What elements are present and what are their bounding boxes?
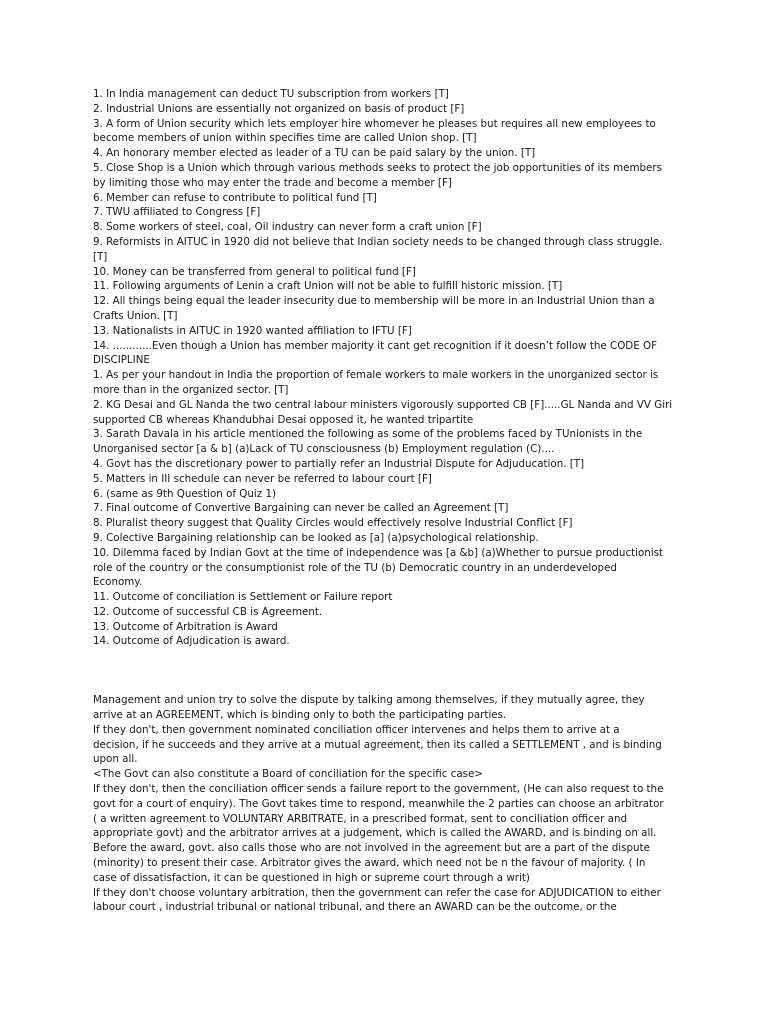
quiz-line: 13. Outcome of Arbitration is Award	[93, 620, 278, 633]
notes-line: If they don't, then government nominated conciliation officer intervenes and helps them to arrive at a	[93, 723, 620, 736]
notes-line: upon all.	[93, 753, 138, 766]
quiz-line: 14. ............Even though a Union has member majority it cant get recognition if it doesn’t follow the CODE OF	[93, 339, 658, 352]
notes-line: arrive at an AGREEMENT, which is binding only to both the participating parties.	[93, 709, 507, 722]
quiz-answers-section	[93, 87, 675, 649]
notes-line: Management and union try to solve the dispute by talking among themselves, if they mutually agree, they	[93, 694, 645, 707]
notes-line: If they don't, then the conciliation officer sends a failure report to the government, (He can also request to the	[93, 783, 664, 796]
quiz-line: 10. Money can be transferred from general to political fund [F]	[93, 265, 416, 278]
quiz-line: 2. Industrial Unions are essentially not organized on basis of product [F]	[93, 102, 465, 115]
notes-line: case of dissatisfaction, it can be questioned in high or supreme court through a writ)	[93, 871, 530, 884]
quiz-line: 12. All things being equal the leader insecurity due to membership will be more in an Industrial Union than a	[93, 295, 655, 308]
quiz-line: role of the country or the consumptionist role of the TU (b) Democratic country in an underdeveloped	[93, 561, 617, 574]
notes-line: decision, if he succeeds and they arrive at a mutual agreement, then its called a SETTLEMENT , and is binding	[93, 738, 662, 751]
notes-line: ( a written agreement to VOLUNTARY ARBITRATE, in a prescribed format, sent to conciliation officer and	[93, 812, 628, 825]
quiz-line: 11. Outcome of conciliation is Settlement or Failure report	[93, 591, 393, 604]
quiz-line: Economy.	[93, 576, 143, 589]
dispute-resolution-notes-section	[93, 693, 675, 915]
quiz-line: [T]	[93, 250, 108, 263]
quiz-line: 4. Govt has the discretionary power to partially refer an Industrial Dispute for Adjuducation. [T]	[93, 457, 585, 470]
quiz-line: 9. Colective Bargaining relationship can be looked as [a] (a)psychological relationship.	[93, 531, 539, 544]
quiz-line: 8. Some workers of steel, coal, Oil industry can never form a craft union [F]	[93, 221, 482, 234]
quiz-line: more than in the organized sector. [T]	[93, 383, 289, 396]
quiz-line: 6. Member can refuse to contribute to political fund [T]	[93, 191, 377, 204]
section-gap	[93, 649, 675, 693]
quiz-line: 3. A form of Union security which lets employer hire whomever he pleases but requires all new employees to	[93, 117, 656, 130]
quiz-line: by limiting those who may enter the trade and become a member [F]	[93, 176, 452, 189]
quiz-line: become members of union within specifies time are called Union shop. [T]	[93, 132, 477, 145]
quiz-line: 11. Following arguments of Lenin a craft Union will not be able to fulfill historic mission. [T]	[93, 280, 563, 293]
notes-line: labour court , industrial tribunal or national tribunal, and there an AWARD can be the outcome, or the	[93, 901, 617, 914]
quiz-line: Unorganised sector [a & b] (a)Lack of TU consciousness (b) Employment regulation (C)....	[93, 443, 555, 456]
quiz-line: 5. Matters in III schedule can never be referred to labour court [F]	[93, 472, 432, 485]
quiz-line: 5. Close Shop is a Union which through various methods seeks to protect the job opportunities of its members	[93, 161, 662, 174]
notes-line: govt for a court of enquiry). The Govt takes time to respond, meanwhile the 2 parties can choose an arbitrator	[93, 797, 664, 810]
quiz-line: 6. (same as 9th Question of Quiz 1)	[93, 487, 277, 500]
quiz-line: 8. Pluralist theory suggest that Quality Circles would effectively resolve Industrial Conflict [F]	[93, 517, 573, 530]
quiz-line: 10. Dilemma faced by Indian Govt at the time of independence was [a &b] (a)Whether to pursue productionist	[93, 546, 664, 559]
quiz-line: 4. An honorary member elected as leader of a TU can be paid salary by the union. [T]	[93, 147, 536, 160]
notes-line: Before the award, govt. also calls those who are not involved in the agreement but are a part of the dispute	[93, 842, 650, 855]
quiz-line: 7. TWU affiliated to Congress [F]	[93, 206, 261, 219]
quiz-line: 12. Outcome of successful CB is Agreement.	[93, 605, 323, 618]
notes-line: <The Govt can also constitute a Board of conciliation for the specific case>	[93, 768, 484, 781]
quiz-line: 14. Outcome of Adjudication is award.	[93, 635, 290, 648]
document-page	[93, 87, 675, 915]
quiz-line: Crafts Union. [T]	[93, 309, 178, 322]
notes-line: (minority) to present their case. Arbitrator gives the award, which need not be n the favour of majority. ( In	[93, 857, 646, 870]
quiz-line: 1. In India management can deduct TU subscription from workers [T]	[93, 88, 449, 100]
quiz-line: DISCIPLINE	[93, 354, 150, 367]
quiz-line: 1. As per your handout in India the proportion of female workers to male workers in the unorganized sector is	[93, 369, 659, 382]
notes-line: If they don't choose voluntary arbitration, then the government can refer the case for ADJUDICATION to either	[93, 886, 661, 899]
quiz-line: 9. Reformists in AITUC in 1920 did not believe that Indian society needs to be changed through class struggle.	[93, 235, 663, 248]
quiz-line: 13. Nationalists in AITUC in 1920 wanted affiliation to IFTU [F]	[93, 324, 412, 337]
quiz-line: 7. Final outcome of Convertive Bargaining can never be called an Agreement [T]	[93, 502, 509, 515]
quiz-line: 3. Sarath Davala in his article mentioned the following as some of the problems faced by TUnionists in the	[93, 428, 643, 441]
quiz-line: supported CB whereas Khandubhai Desai opposed it, he wanted tripartite	[93, 413, 474, 426]
quiz-line: 2. KG Desai and GL Nanda the two central labour ministers vigorously supported CB [F].....GL Nanda and VV Giri	[93, 398, 673, 411]
notes-line: appropriate govt) and the arbitrator arrives at a judgement, which is called the AWARD, and is binding on all.	[93, 827, 657, 840]
